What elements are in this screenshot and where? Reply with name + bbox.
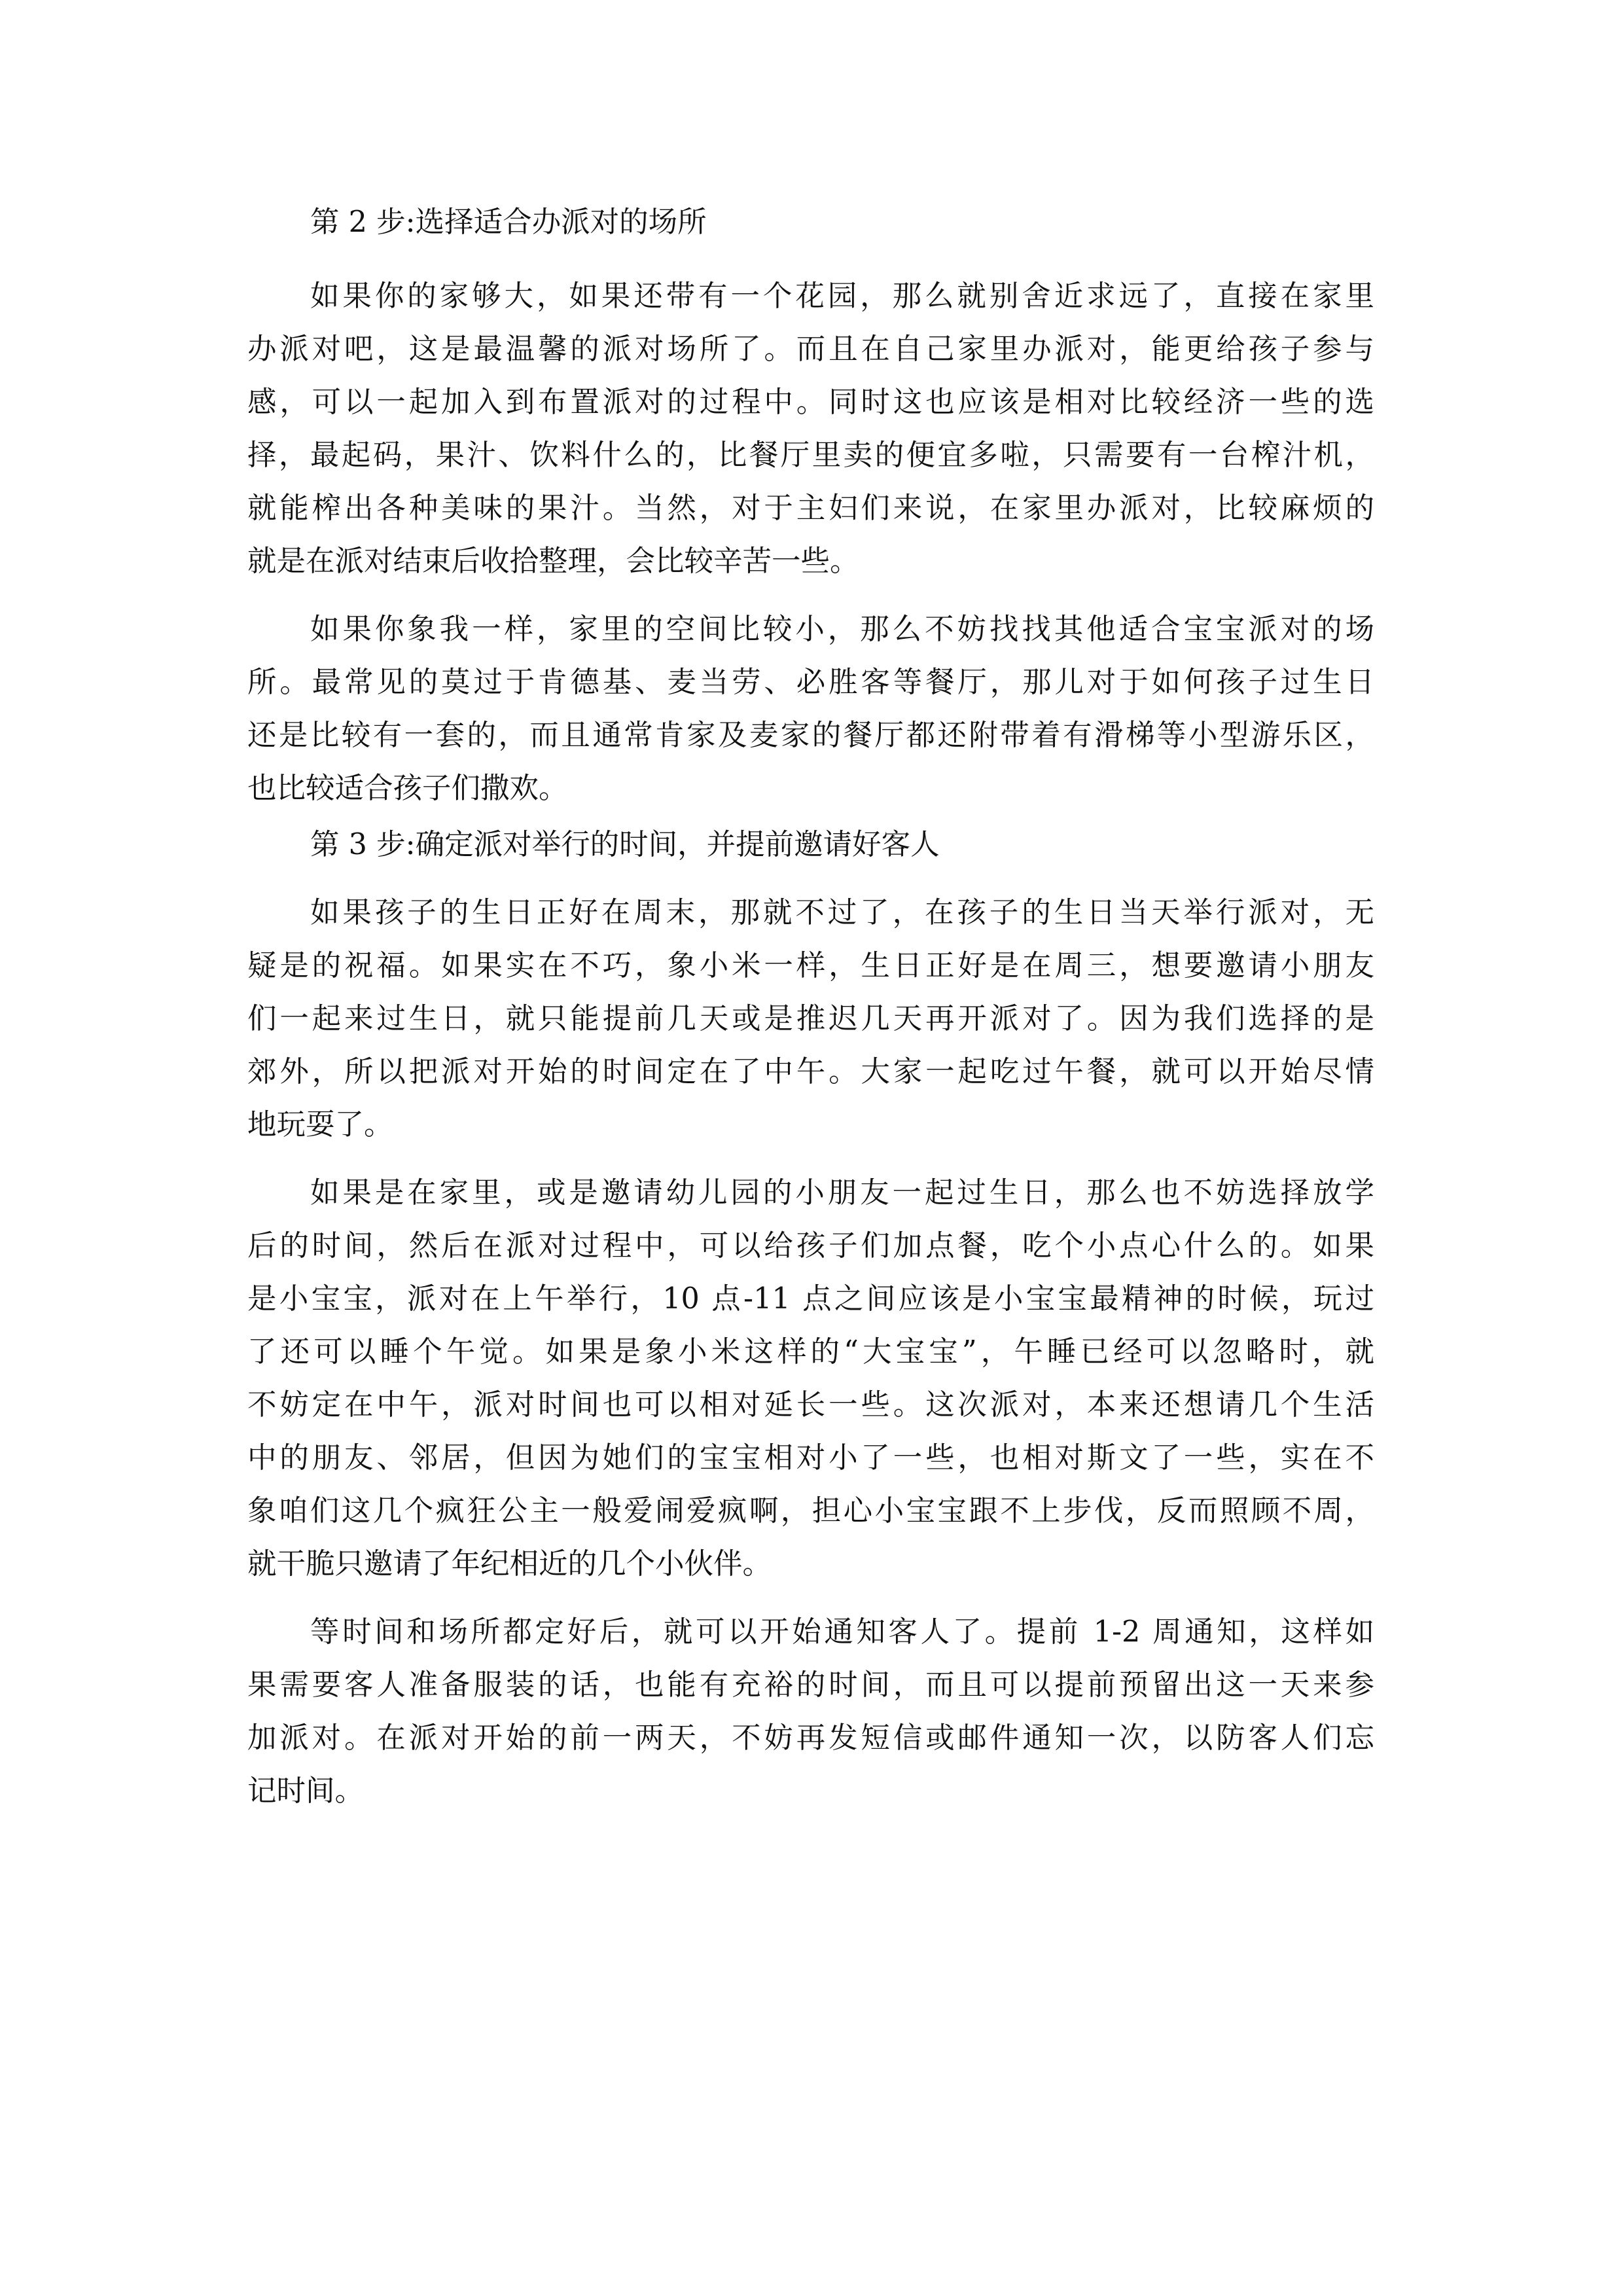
text-line: 地玩耍了。 [247, 1108, 393, 1141]
text-line: 就能榨出各种美味的果汁。当然，对于主妇们来说，在家里办派对，比较麻烦的 [247, 492, 1374, 525]
text-line: 加派对。在派对开始的前一两天，不妨再发短信或邮件通知一次，以防客人们忘 [247, 1721, 1374, 1755]
text-line: 中的朋友、邻居，但因为她们的宝宝相对小了一些，也相对斯文了一些，实在不 [247, 1441, 1374, 1475]
text-line: 记时间。 [247, 1774, 365, 1808]
text-line: 是小宝宝，派对在上午举行，10 点-11 点之间应该是小宝宝最精神的时候，玩过 [247, 1282, 1374, 1316]
text-line: 择，最起码，果汁、饮料什么的，比餐厅里卖的便宜多啦，只需要有一台榨汁机， [247, 439, 1374, 472]
text-line: 不妨定在中午，派对时间也可以相对延长一些。这次派对，本来还想请几个生活 [247, 1388, 1374, 1422]
text-line: 疑是的祝福。如果实在不巧，象小米一样，生日正好是在周三，想要邀请小朋友 [247, 949, 1374, 982]
text-line: 郊外，所以把派对开始的时间定在了中午。大家一起吃过午餐，就可以开始尽情 [247, 1055, 1374, 1088]
text-line: 就干脆只邀请了年纪相近的几个小伙伴。 [247, 1547, 772, 1581]
text-line: 等时间和场所都定好后，就可以开始通知客人了。提前 1-2 周通知，这样如 [310, 1615, 1374, 1649]
text-line: 所。最常见的莫过于肯德基、麦当劳、必胜客等餐厅，那儿对于如何孩子过生日 [247, 666, 1374, 699]
text-line: 如果你的家够大，如果还带有一个花园，那么就别舍近求远了，直接在家里 [310, 279, 1374, 313]
text-line: 果需要客人准备服装的话，也能有充裕的时间，而且可以提前预留出这一天来参 [247, 1668, 1374, 1702]
text-line: 第 3 步:确定派对举行的时间，并提前邀请好客人 [310, 828, 940, 861]
text-line: 象咱们这几个疯狂公主一般爱闹爱疯啊，担心小宝宝跟不上步伐，反而照顾不周， [247, 1494, 1374, 1528]
text-line: 办派对吧，这是最温馨的派对场所了。而且在自己家里办派对，能更给孩子参与 [247, 332, 1374, 366]
text-line: 就是在派对结束后收拾整理，会比较辛苦一些。 [247, 545, 859, 578]
text-line: 如果你象我一样，家里的空间比较小，那么不妨找找其他适合宝宝派对的场 [310, 613, 1374, 646]
text-line: 感，可以一起加入到布置派对的过程中。同时这也应该是相对比较经济一些的选 [247, 386, 1374, 419]
text-line: 了还可以睡个午觉。如果是象小米这样的“大宝宝”，午睡已经可以忽略时，就 [247, 1335, 1374, 1369]
text-line: 第 2 步:选择适合办派对的场所 [310, 206, 707, 239]
text-line: 们一起来过生日，就只能提前几天或是推迟几天再开派对了。因为我们选择的是 [247, 1002, 1374, 1035]
text-line: 后的时间，然后在派对过程中，可以给孩子们加点餐，吃个小点心什么的。如果 [247, 1229, 1374, 1263]
text-line: 也比较适合孩子们撒欢。 [247, 772, 568, 805]
text-line: 如果是在家里，或是邀请幼儿园的小朋友一起过生日，那么也不妨选择放学 [310, 1176, 1374, 1210]
text-line: 如果孩子的生日正好在周末，那就不过了，在孩子的生日当天举行派对，无 [310, 896, 1374, 929]
text-line: 还是比较有一套的，而且通常肯家及麦家的餐厅都还附带着有滑梯等小型游乐区， [247, 719, 1374, 752]
